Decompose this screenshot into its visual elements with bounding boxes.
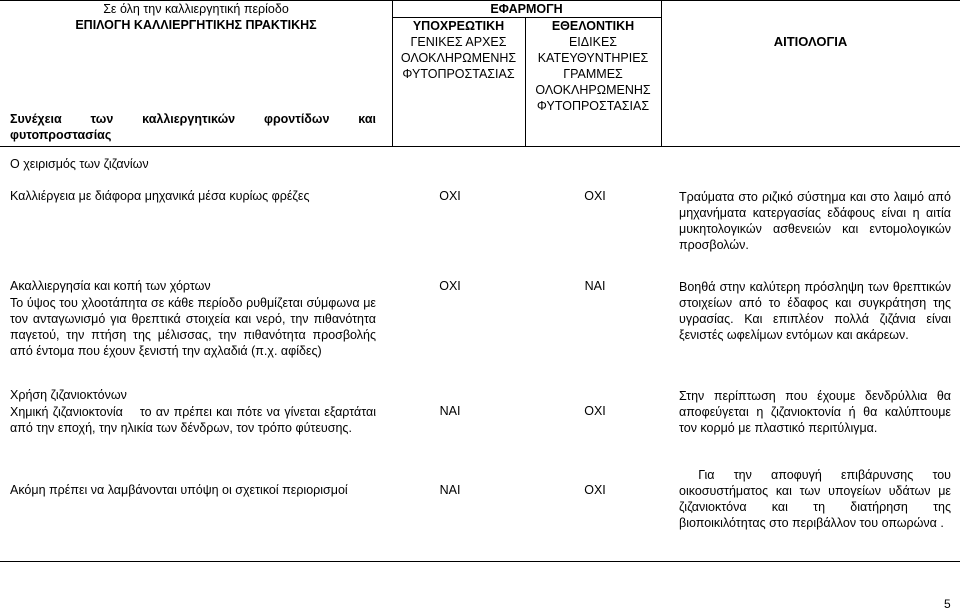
header-period: Σε όλη την καλλιεργητική περίοδο ΕΠΙΛΟΓΗ ΚΑΛΛΙΕΡΓΗΤΙΚΗΣ ΠΡΑΚΤΙΚΗΣ	[0, 1, 392, 33]
mandatory-value: ΝΑΙ	[439, 404, 461, 418]
voluntary-value: ΝΑΙ	[584, 279, 606, 293]
practice-text: Ακόμη πρέπει να λαμβάνονται υπόψη οι σχετικοί περιορισμοί	[10, 483, 348, 497]
mandatory-value: ΝΑΙ	[439, 483, 461, 497]
continuation-label: Συνέχεια των καλλιεργητικών φροντίδων και φυτοπροστασίας	[10, 112, 376, 142]
voluntary-value: ΟΧΙ	[584, 483, 606, 497]
practice-column-heading: ΕΠΙΛΟΓΗ ΚΑΛΛΙΕΡΓΗΤΙΚΗΣ ΠΡΑΚΤΙΚΗΣ	[75, 18, 317, 32]
practice-title: Ακαλλιεργησία και κοπή των χόρτων	[10, 279, 211, 293]
table-bottom-border	[0, 561, 960, 562]
practice-text: Χημική ζιζανιοκτονία το αν πρέπει και πότε να γίνεται εξαρτάται από την εποχή, την ηλικία των δένδρων, τον τρόπο φύτευσης.	[10, 405, 380, 435]
voluntary-value: ΟΧΙ	[584, 404, 606, 418]
rationale-text: Για την αποφυγή επιβάρυνσης του οικοσυστήματος και των υπογείων υδάτων με ζιζανιοκτόνα και τη διατήρηση της βιοποικιλότητας στο περιβάλλον του οπωρώνα .	[679, 468, 955, 530]
mandatory-value: ΟΧΙ	[439, 189, 461, 203]
mandatory-column-heading: ΥΠΟΧΡΕΩΤΙΚΗ ΓΕΝΙΚΕΣ ΑΡΧΕΣ ΟΛΟΚΛΗΡΩΜΕΝΗΣ ΦΥΤΟΠΡΟΣΤΑΣΙΑΣ	[400, 19, 517, 81]
section-title: Ο χειρισμός των ζιζανίων	[10, 157, 149, 171]
mandatory-value: ΟΧΙ	[439, 279, 461, 293]
rationale-text: Βοηθά στην καλύτερη πρόσληψη των θρεπτικών στοιχείων από το έδαφος και συγκράτηση της υγρασίας. Και επιπλέον πολλά ζιζάνια είναι ξενιστές ωφελίμων εντόμων και ακάρεων.	[679, 280, 951, 342]
application-heading: ΕΦΑΡΜΟΓΗ	[490, 2, 563, 16]
voluntary-value: ΟΧΙ	[584, 189, 606, 203]
page-number: 5	[944, 597, 951, 611]
header-divider	[0, 146, 960, 147]
practice-text: Καλλιέργεια με διάφορα μηχανικά μέσα κυρίως φρέζες	[10, 189, 310, 203]
rationale-text: Τραύματα στο ριζικό σύστημα και στο λαιμό από μηχανήματα κατεργασίας εδάφους είναι η αιτία μυκητολογικών ασθενειών και εντομολογικών προσβολών.	[679, 190, 951, 252]
voluntary-column-heading: ΕΘΕΛΟΝΤΙΚΗ ΕΙΔΙΚΕΣ ΚΑΤΕΥΘΥΝΤΗΡΙΕΣ ΓΡΑΜΜΕΣ ΟΛΟΚΛΗΡΩΜΕΝΗΣ ΦΥΤΟΠΡΟΣΤΑΣΙΑΣ	[535, 19, 651, 113]
rationale-column-heading: ΑΙΤΙΟΛΟΓΙΑ	[773, 34, 848, 49]
rationale-text: Στην περίπτωση που έχουμε δενδρύλλια θα αποφεύγεται η ζιζανιοκτονία ή θα καλύπτουμε τον κορμό με πλαστικό περιτύλιγμα.	[679, 389, 951, 435]
practice-text: Το ύψος του χλοοτάπητα σε κάθε περίοδο ρυθμίζεται σύμφωνα με τον ανταγωνισμό για θρεπτικά στοιχεία και νερό, την πιθανότητα παγετού, την πτήση της μέλισσας, την πιθανότητα προσβολής από έντομα που έχουν ξενιστή την αχλαδιά (π.χ. αφίδες)	[10, 296, 376, 358]
practice-title: Χρήση ζιζανιοκτόνων	[10, 388, 127, 402]
column-divider-3	[661, 0, 662, 146]
